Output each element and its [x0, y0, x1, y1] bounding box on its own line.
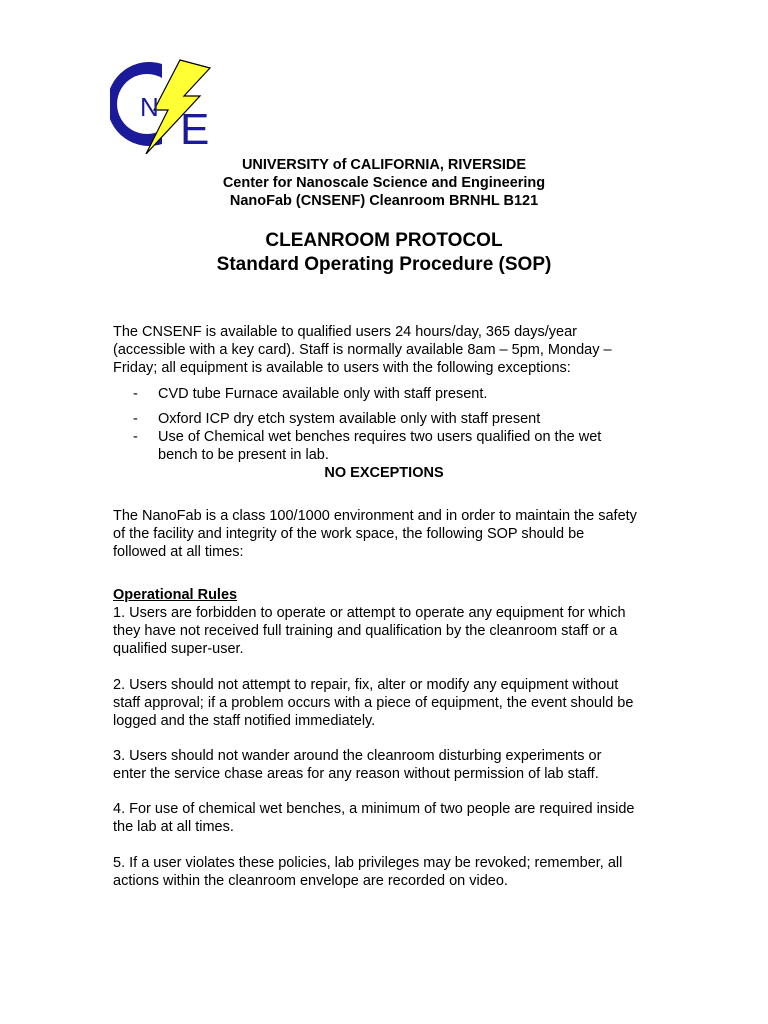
no-exceptions-notice: NO EXCEPTIONS [324, 465, 444, 481]
environment-line-3: followed at all times: [113, 544, 244, 560]
center-name: Center for Nanoscale Science and Engineering [222, 175, 546, 191]
intro-line-3: Friday; all equipment is available to users with the following exceptions: [113, 360, 571, 376]
cnse-logo [110, 58, 220, 154]
logo-letter-e: E [180, 105, 210, 154]
rule-line: they have not received full training and qualification by the cleanroom staff or a [113, 623, 618, 639]
list-dash: - [133, 386, 138, 402]
list-dash: - [133, 411, 138, 427]
rule-line: enter the service chase areas for any reason without permission of lab staff. [113, 766, 599, 782]
environment-line-2: of the facility and integrity of the work space, the following SOP should be [113, 526, 585, 542]
intro-line-1: The CNSENF is available to qualified users 24 hours/day, 365 days/year [113, 324, 577, 340]
logo-letter-n: N [140, 92, 159, 122]
list-item-line: Use of Chemical wet benches requires two users qualified on the wet [158, 429, 602, 445]
rule-line: 4. For use of chemical wet benches, a minimum of two people are required inside [113, 801, 635, 817]
rule-item [113, 604, 673, 658]
rule-line: actions within the cleanroom envelope are recorded on video. [113, 873, 508, 889]
university-name: UNIVERSITY of CALIFORNIA, RIVERSIDE [241, 157, 527, 173]
intro-line-2: (accessible with a key card). Staff is normally available 8am – 5pm, Monday – [113, 342, 612, 358]
list-item-line: Oxford ICP dry etch system available only with staff present [158, 411, 541, 427]
list-item [113, 428, 673, 464]
environment-paragraph [113, 507, 673, 561]
list-dash: - [133, 429, 138, 445]
list-item-line: CVD tube Furnace available only with staff present. [158, 386, 488, 402]
document-title [0, 229, 768, 277]
university-header [0, 156, 768, 210]
facility-location: NanoFab (CNSENF) Cleanroom BRNHL B121 [229, 193, 539, 209]
rule-item [113, 747, 673, 783]
rule-line: the lab at all times. [113, 819, 234, 835]
rule-line: 5. If a user violates these policies, lab privileges may be revoked; remember, all [113, 855, 623, 871]
rule-line: 3. Users should not wander around the cleanroom disturbing experiments or [113, 748, 602, 764]
rule-item [113, 800, 673, 836]
rule-item [113, 676, 673, 730]
list-item-text [158, 410, 658, 428]
rule-item [113, 854, 673, 890]
intro-paragraph [113, 323, 673, 377]
rule-line: qualified super-user. [113, 641, 244, 657]
title-line-1: CLEANROOM PROTOCOL [265, 230, 503, 251]
rules-heading: Operational Rules [113, 587, 238, 603]
environment-line-1: The NanoFab is a class 100/1000 environment and in order to maintain the safety [113, 508, 637, 524]
list-item [113, 385, 673, 403]
rule-line: 1. Users are forbidden to operate or attempt to operate any equipment for which [113, 605, 626, 621]
list-item-line: bench to be present in lab. [158, 447, 329, 463]
title-line-2: Standard Operating Procedure (SOP) [216, 254, 552, 275]
rule-line: 2. Users should not attempt to repair, fix, alter or modify any equipment without [113, 677, 619, 693]
rule-line: staff approval; if a problem occurs with a piece of equipment, the event should be [113, 695, 634, 711]
list-item-text [158, 385, 658, 403]
list-item [113, 410, 673, 428]
rule-line: logged and the staff notified immediately. [113, 713, 376, 729]
list-item-text [158, 428, 658, 464]
